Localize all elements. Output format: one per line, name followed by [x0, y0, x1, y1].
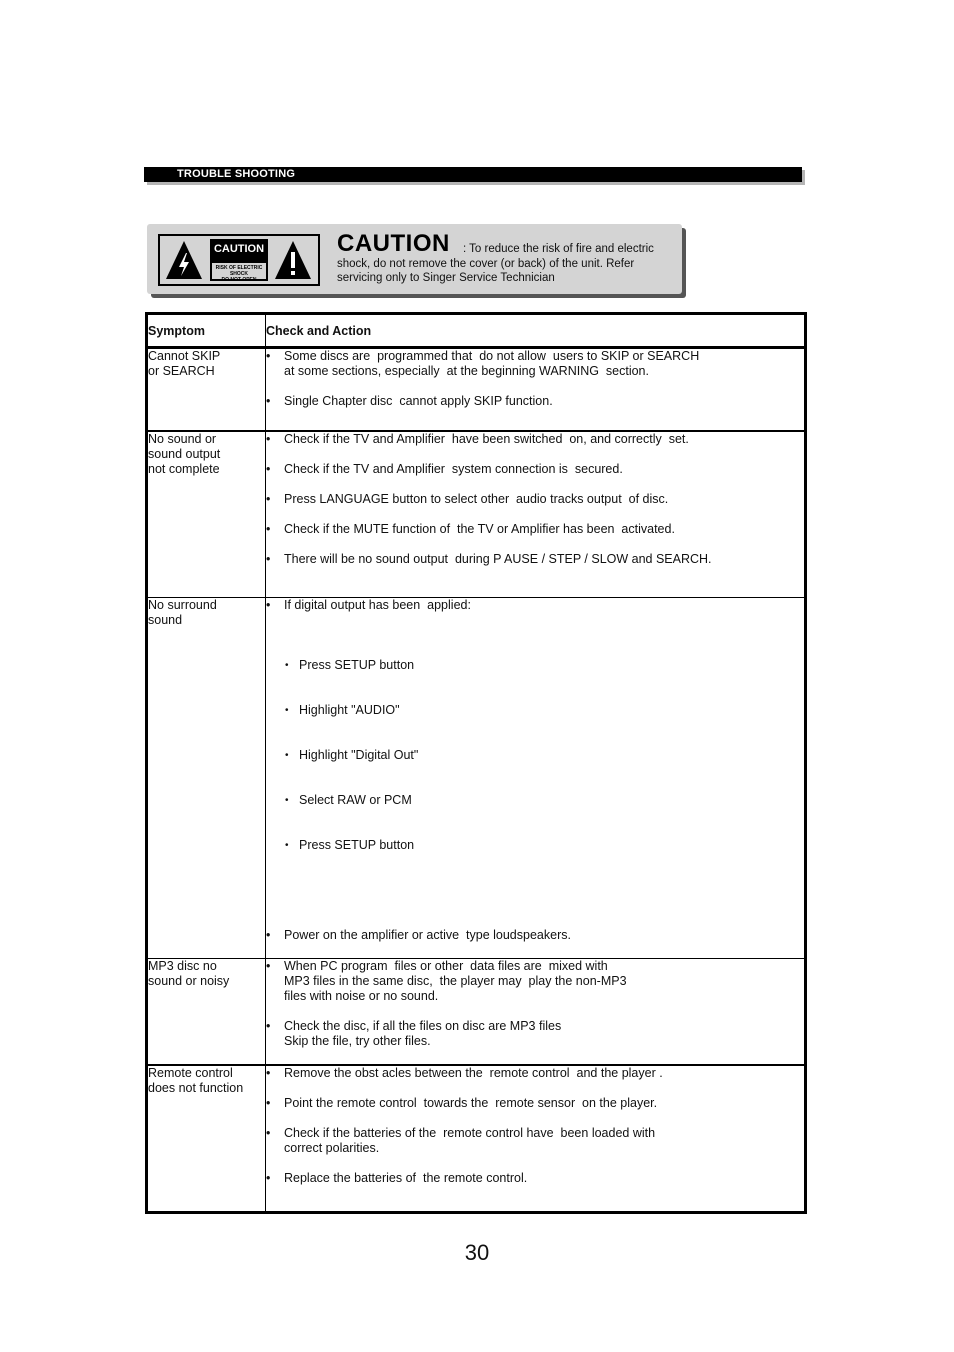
- action-column-header: Check and Action: [266, 314, 806, 348]
- troubleshooting-table: [145, 312, 807, 1214]
- action-item: • Replace the batteries of the remote control.: [266, 1171, 804, 1186]
- caution-text-line2: shock, do not remove the cover (or back) of the unit. Refer: [337, 257, 635, 270]
- action-item: • Check the disc, if all the files on disc are MP3 files Skip the file, try other files.: [266, 1019, 804, 1049]
- caution-badge-subtext: [212, 263, 266, 283]
- action-item: • Single Chapter disc cannot apply SKIP function.: [266, 394, 804, 409]
- symptom-text: No sound or sound output not complete: [148, 432, 221, 476]
- action-item: • Check if the TV and Amplifier system connection is secured.: [266, 462, 804, 477]
- action-item: • When PC program files or other data files are mixed with MP3 files in the same disc, the player may play the non-MP3 files with noise or no sound.: [266, 959, 804, 1004]
- sub-action-item: • Press SETUP button: [284, 838, 804, 853]
- caution-text-line3: servicing only to Singer Service Technician: [337, 272, 555, 284]
- caution-badge: [210, 239, 268, 281]
- table-row: [147, 1065, 806, 1213]
- action-item: • There will be no sound output during P AUSE / STEP / SLOW and SEARCH.: [266, 552, 804, 567]
- caution-title: CAUTION: [337, 230, 450, 257]
- badge-subtext-line2: DO NOT OPEN: [221, 277, 257, 283]
- symptom-cell: [147, 431, 266, 598]
- action-cell: [266, 598, 806, 959]
- symptom-cell: [147, 598, 266, 959]
- sub-action-item: • Highlight "AUDIO": [284, 703, 804, 718]
- section-header-bar: [144, 167, 802, 182]
- symptom-column-header: Symptom: [147, 314, 266, 348]
- lightning-warning-icon: [164, 239, 204, 281]
- section-title: TROUBLE SHOOTING: [177, 168, 296, 180]
- action-cell: [266, 1065, 806, 1213]
- action-cell: [266, 959, 806, 1066]
- action-cell: [266, 348, 806, 432]
- action-item: • Check if the MUTE function of the TV or Amplifier has been activated.: [266, 522, 804, 537]
- caution-warning-label: [158, 234, 320, 286]
- action-item: • Point the remote control towards the remote sensor on the player.: [266, 1096, 804, 1111]
- caution-badge-label: CAUTION: [213, 243, 265, 255]
- symptom-text: No surround sound: [148, 598, 217, 627]
- symptom-cell: [147, 348, 266, 432]
- table-row: [147, 598, 806, 959]
- sub-action-item: • Select RAW or PCM: [284, 793, 804, 808]
- table-row: [147, 431, 806, 598]
- action-cell: [266, 431, 806, 598]
- action-item: • Check if the TV and Amplifier have been switched on, and correctly set.: [266, 432, 804, 447]
- action-text: If digital output has been applied:: [284, 598, 471, 612]
- action-item: • Some discs are programmed that do not allow users to SKIP or SEARCH at some sections, especially at the beginning WARNING section.: [266, 349, 804, 379]
- exclamation-warning-icon: [273, 239, 313, 281]
- action-item: • Press LANGUAGE button to select other audio tracks output of disc.: [266, 492, 804, 507]
- badge-subtext-line1: RISK OF ELECTRIC SHOCK: [215, 265, 263, 277]
- symptom-text: MP3 disc no sound or noisy: [148, 959, 230, 988]
- symptom-cell: [147, 1065, 266, 1213]
- action-item: • Remove the obst acles between the remote control and the player .: [266, 1066, 804, 1081]
- action-item: [266, 598, 804, 913]
- caution-notice: [147, 224, 682, 294]
- sub-action-item: • Highlight "Digital Out": [284, 748, 804, 763]
- table-row: [147, 959, 806, 1066]
- setup-steps-list: [284, 628, 804, 883]
- table-row: [147, 348, 806, 432]
- sub-action-item: • Press SETUP button: [284, 658, 804, 673]
- table-header-row: [147, 314, 806, 348]
- action-item: • Power on the amplifier or active type loudspeakers.: [266, 928, 804, 943]
- caution-text: [337, 242, 677, 286]
- caution-text-line1: : To reduce the risk of fire and electric: [463, 243, 654, 255]
- action-item: • Check if the batteries of the remote control have been loaded with correct polarities.: [266, 1126, 804, 1156]
- symptom-text: Remote control does not function: [148, 1066, 244, 1095]
- page-number: 30: [464, 1240, 490, 1265]
- symptom-cell: [147, 959, 266, 1066]
- symptom-text: Cannot SKIP or SEARCH: [148, 349, 221, 378]
